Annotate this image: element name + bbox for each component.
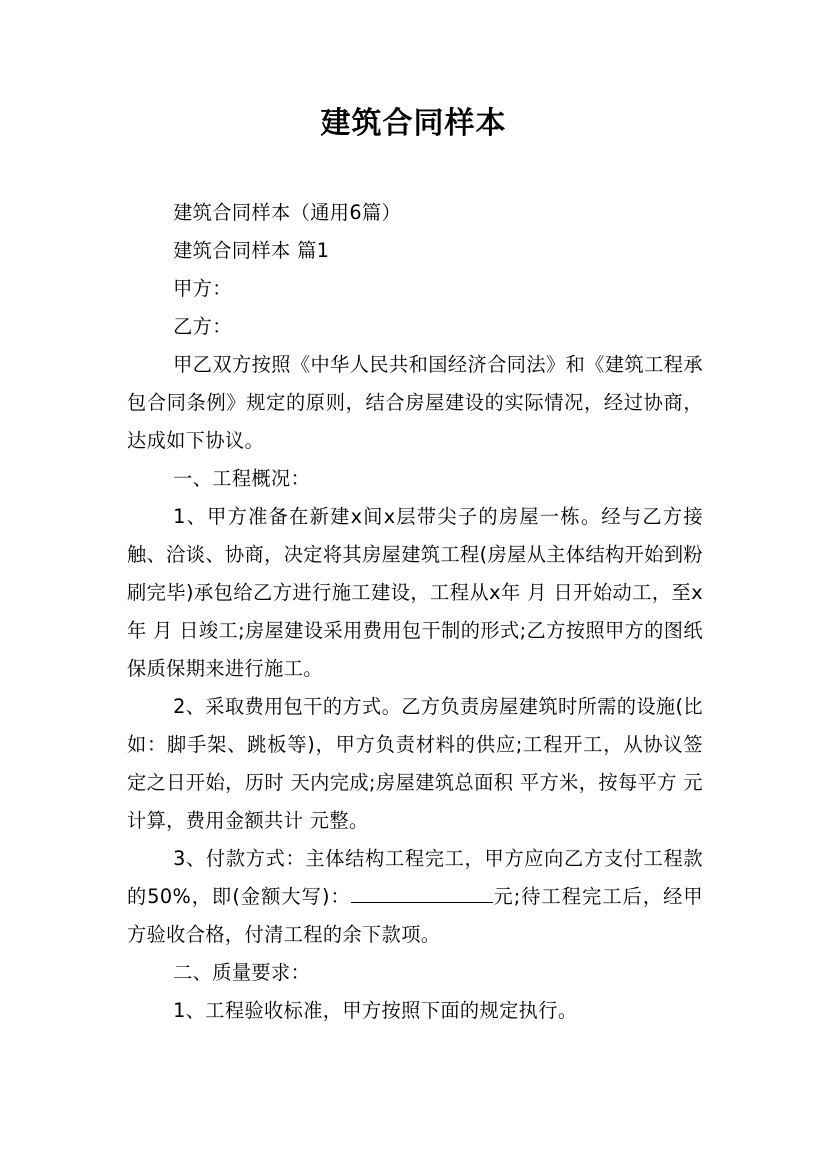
clause-2-1: 1、工程验收标准，甲方按照下面的规定执行。 xyxy=(173,999,578,1022)
section-2-title: 二、质量要求： xyxy=(173,961,311,984)
clause-1-3 xyxy=(127,840,703,954)
clause-1-1: 1、甲方准备在新建x间x层带尖子的房屋一栋。经与乙方接触、洽谈、协商，决定将其房屋建筑工程(房屋从主体结构开始到粉刷完毕)承包给乙方进行施工建设，工程从x年 月 日开始动工，至x年 月 日竣工;房屋建设采用费用包干制的形式;乙方按照甲方的图纸保质保期来进行施工。 xyxy=(127,505,703,680)
document-title: 建筑合同样本 xyxy=(320,106,507,141)
party-b-line: 乙方： xyxy=(173,315,232,338)
clause-1-3-before: 3、付款方式：主体结构工程完工，甲方应向乙方支付工程款的50%，即(金额大写)： xyxy=(127,847,703,908)
party-a-line: 甲方： xyxy=(173,277,232,300)
document-subtitle: 建筑合同样本（通用6篇） xyxy=(173,201,402,224)
amount-blank-line xyxy=(351,880,493,903)
clause-1-3-after: 元;待工程完工后，经甲方验收合格，付清工程的余下款项。 xyxy=(127,885,703,946)
section-heading: 建筑合同样本 篇1 xyxy=(173,239,330,262)
document-body xyxy=(127,194,703,1030)
intro-paragraph: 甲乙双方按照《中华人民共和国经济合同法》和《建筑工程承包合同条例》规定的原则，结合房屋建设的实际情况，经过协商，达成如下协议。 xyxy=(127,353,703,452)
clause-1-2: 2、采取费用包干的方式。乙方负责房屋建筑时所需的设施(比如：脚手架、跳板等)，甲方负责材料的供应;工程开工，从协议签定之日开始，历时 天内完成;房屋建筑总面积 平方米，按每平方 元计算，费用金额共计 元整。 xyxy=(127,695,703,832)
section-1-title: 一、工程概况： xyxy=(173,467,311,490)
